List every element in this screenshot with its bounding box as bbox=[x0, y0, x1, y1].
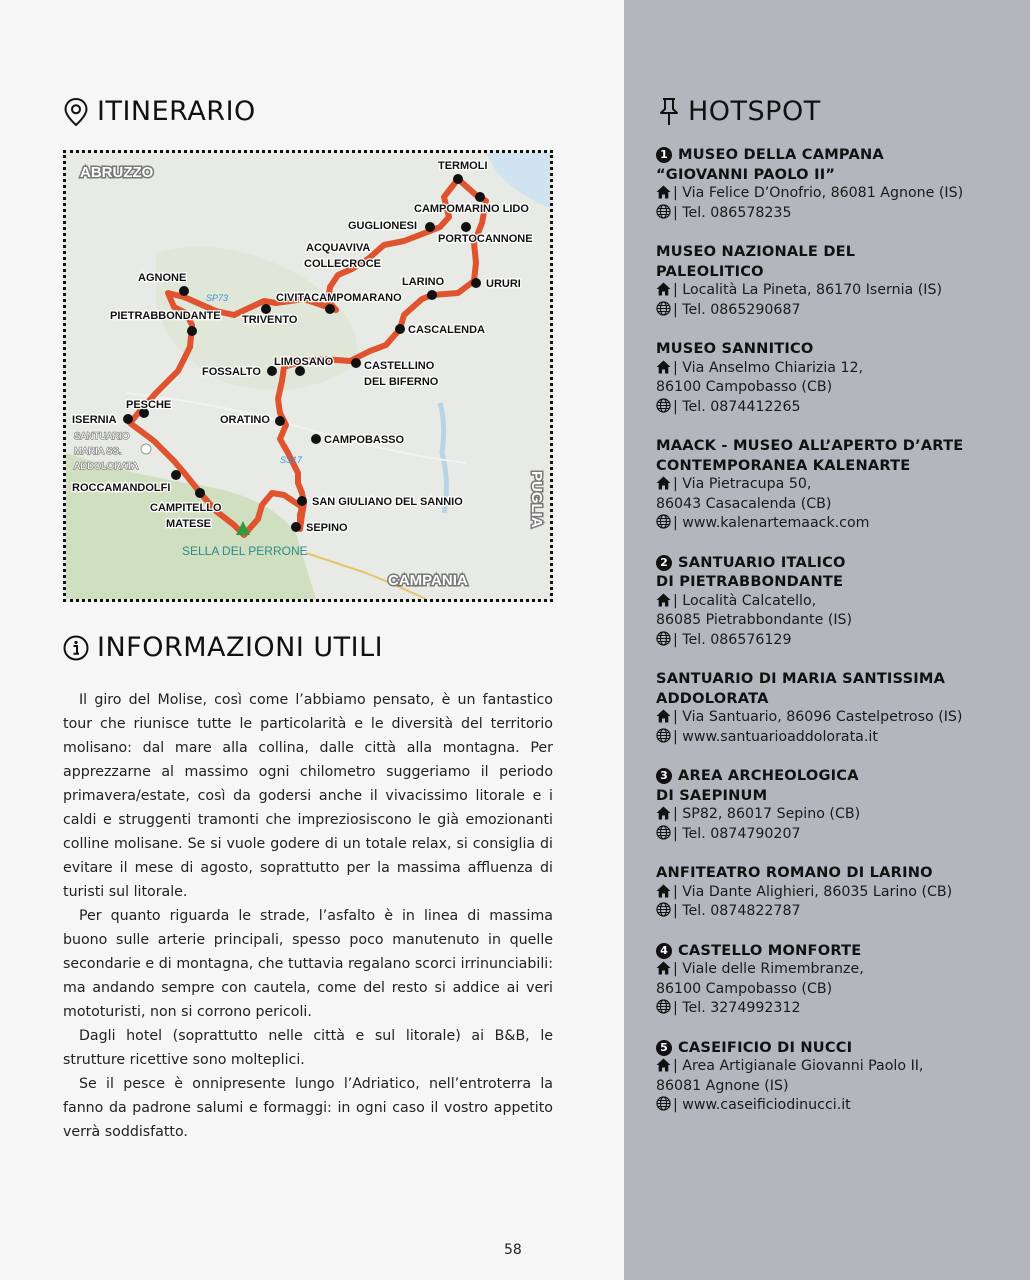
hotspot-item bbox=[656, 553, 968, 651]
hotspot-item bbox=[656, 1038, 968, 1116]
hotspot-item bbox=[656, 339, 968, 417]
santuario-marker bbox=[141, 444, 151, 454]
label-sella-del-perrone: SELLA DEL PERRONE bbox=[182, 544, 308, 558]
page-number: 58 bbox=[504, 1242, 522, 1258]
address-text: | Via Dante Alighieri, 86035 Larino (CB) bbox=[673, 883, 953, 900]
stop-termoli bbox=[453, 174, 463, 184]
label-collecroce: COLLECROCE bbox=[304, 258, 381, 270]
label-del-biferno: DEL BIFERNO bbox=[364, 376, 439, 388]
hotspot-name bbox=[656, 689, 968, 709]
hotspot-contact bbox=[656, 398, 968, 418]
globe-icon bbox=[656, 302, 673, 318]
hotspot-name-text: SANTUARIO DI MARIA SANTISSIMA bbox=[656, 670, 946, 687]
globe-icon bbox=[656, 1097, 673, 1113]
address-text: 86081 Agnone (IS) bbox=[656, 1077, 789, 1094]
stop-campomarino-lido bbox=[475, 192, 485, 202]
contact-text: | Tel. 086576129 bbox=[673, 631, 792, 648]
hotspot-address bbox=[656, 495, 968, 515]
address-text: 86043 Casacalenda (CB) bbox=[656, 495, 832, 512]
hotspot-contact bbox=[656, 999, 968, 1019]
label-fossalto: FOSSALTO bbox=[202, 366, 261, 378]
paragraph: Per quanto riguarda le strade, l’asfalto è in linea di massima buono sulle arterie principali, spesso poco manutenuto in quelle secondarie e di montagna, che tuttavia regalano scorci irrinunciabili: ma andando sempre con cautela, come del resto si addice ai veri mototuristi, non si corrono pericoli. bbox=[63, 908, 553, 1020]
label-san-giuliano: SAN GIULIANO DEL SANNIO bbox=[312, 496, 463, 508]
label-maria-ss: MARIA SS. bbox=[74, 446, 122, 457]
route-map bbox=[63, 150, 553, 602]
hotspot-item bbox=[656, 863, 968, 922]
address-text: 86085 Pietrabbondante (IS) bbox=[656, 612, 853, 628]
hotspot-name-text: MUSEO DELLA CAMPANA bbox=[678, 146, 884, 163]
globe-icon bbox=[656, 632, 673, 648]
home-icon bbox=[656, 884, 673, 900]
hotspot-item bbox=[656, 145, 968, 223]
hotspot-name-text: AREA ARCHEOLOGICA bbox=[678, 767, 859, 784]
number-badge: 4 bbox=[656, 943, 672, 959]
label-campomarino-lido: CAMPOMARINO LIDO bbox=[414, 203, 529, 215]
stop-ururi bbox=[471, 278, 481, 288]
hotspot-address bbox=[656, 611, 968, 631]
address-text: 86100 Campobasso (CB) bbox=[656, 379, 833, 395]
address-text: | Via Anselmo Chiarizia 12, bbox=[673, 359, 864, 376]
contact-text: | Tel. 0874790207 bbox=[673, 825, 801, 842]
hotspot-item bbox=[656, 941, 968, 1019]
globe-icon bbox=[656, 903, 673, 919]
hotspot-name bbox=[656, 863, 968, 883]
stop-campitello-matese bbox=[195, 488, 205, 498]
address-text: | Via Santuario, 86096 Castelpetroso (IS) bbox=[673, 709, 963, 725]
hotspot-contact bbox=[656, 902, 968, 922]
label-civitacampomarano: CIVITACAMPOMARANO bbox=[276, 292, 402, 304]
hotspot-name-text: DI PIETRABBONDANTE bbox=[656, 573, 844, 590]
hotspot-name bbox=[656, 242, 968, 281]
hotspot-address bbox=[656, 1057, 968, 1077]
info-icon bbox=[63, 635, 89, 661]
stop-roccamandolfi bbox=[171, 470, 181, 480]
label-campitello: CAMPITELLO bbox=[150, 502, 222, 514]
informazioni-heading bbox=[63, 632, 383, 663]
hotspot-name-text: ANFITEATRO ROMANO DI LARINO bbox=[656, 864, 933, 881]
contact-text: | Tel. 0874822787 bbox=[673, 903, 801, 919]
hotspot-address bbox=[656, 592, 968, 612]
globe-icon bbox=[656, 826, 673, 842]
hotspot-address bbox=[656, 805, 968, 825]
globe-icon bbox=[656, 399, 673, 415]
hotspot-address bbox=[656, 359, 968, 379]
stop-pietrabbondante bbox=[187, 326, 197, 336]
hotspot-name-text: CASTELLO MONFORTE bbox=[678, 941, 862, 959]
region-puglia: PUGLIA bbox=[528, 471, 545, 528]
hotspot-name bbox=[656, 669, 968, 689]
hotspot-contact bbox=[656, 514, 968, 534]
hotspot-contact bbox=[656, 631, 968, 651]
stop-sepino bbox=[291, 522, 301, 532]
stop-san-giuliano bbox=[297, 496, 307, 506]
address-text: | Viale delle Rimembranze, bbox=[673, 961, 864, 977]
label-sepino: SEPINO bbox=[306, 522, 348, 534]
home-icon bbox=[656, 593, 673, 609]
address-text: | Località Calcatello, bbox=[673, 592, 817, 609]
hotspot-address bbox=[656, 980, 968, 1000]
home-icon bbox=[656, 282, 673, 298]
hotspot-name-text: ADDOLORATA bbox=[656, 689, 769, 707]
region-campania: CAMPANIA bbox=[388, 572, 468, 589]
hotspot-name-text: MAACK - MUSEO ALL’APERTO D’ARTE bbox=[656, 437, 964, 454]
hotspot-name bbox=[656, 572, 968, 592]
label-ururi: URURI bbox=[486, 278, 521, 290]
hotspot-item bbox=[656, 766, 968, 844]
label-portocannone: PORTOCANNONE bbox=[438, 233, 533, 245]
road-label-ss17: SS17 bbox=[280, 455, 303, 465]
hotspot-name bbox=[656, 165, 968, 185]
hotspot-address bbox=[656, 475, 968, 495]
map-canvas bbox=[66, 153, 550, 599]
contact-text: | www.caseificiodinucci.it bbox=[673, 1097, 851, 1113]
hotspot-address bbox=[656, 378, 968, 398]
label-matese: MATESE bbox=[166, 518, 212, 530]
globe-icon bbox=[656, 729, 673, 745]
number-badge: 2 bbox=[656, 555, 672, 571]
hotspot-address bbox=[656, 184, 968, 204]
stop-guglionesi bbox=[425, 222, 435, 232]
home-icon bbox=[656, 360, 673, 376]
number-badge: 1 bbox=[656, 147, 672, 163]
home-icon bbox=[656, 709, 673, 725]
hotspot-name bbox=[656, 786, 968, 806]
hotspot-address bbox=[656, 1077, 968, 1097]
home-icon bbox=[656, 185, 673, 201]
hotspot-title: HOTSPOT bbox=[688, 96, 821, 127]
stop-isernia bbox=[123, 414, 133, 424]
address-text: | SP82, 86017 Sepino (CB) bbox=[673, 806, 861, 822]
stop-cascalenda bbox=[395, 324, 405, 334]
hotspot-contact bbox=[656, 825, 968, 845]
itinerario-title: ITINERARIO bbox=[97, 96, 256, 127]
stop-larino bbox=[427, 290, 437, 300]
hotspot-address bbox=[656, 960, 968, 980]
label-agnone: AGNONE bbox=[138, 272, 187, 284]
stop-oratino bbox=[275, 416, 285, 426]
hotspot-name bbox=[656, 941, 968, 961]
label-santuario: SANTUARIO bbox=[74, 431, 130, 442]
contact-text: | Tel. 3274992312 bbox=[673, 1000, 801, 1016]
label-guglionesi: GUGLIONESI bbox=[348, 220, 418, 232]
stop-campobasso bbox=[311, 434, 321, 444]
home-icon bbox=[656, 1058, 673, 1074]
number-badge: 3 bbox=[656, 768, 672, 784]
hotspot-name-text: MUSEO SANNITICO bbox=[656, 340, 814, 357]
label-trivento: TRIVENTO bbox=[242, 314, 298, 326]
paragraph: Dagli hotel (soprattutto nelle città e sul litorale) ai B&B, le strutture ricettive sono molteplici. bbox=[63, 1028, 553, 1068]
label-cascalenda: CASCALENDA bbox=[408, 324, 485, 336]
hotspot-address bbox=[656, 708, 968, 728]
hotspot-name-text: SANTUARIO ITALICO bbox=[678, 553, 846, 571]
label-isernia: ISERNIA bbox=[72, 414, 117, 426]
home-icon bbox=[656, 961, 673, 977]
stop-civitacampomarano bbox=[325, 304, 335, 314]
label-castellino: CASTELLINO bbox=[364, 360, 435, 372]
hotspot-contact bbox=[656, 728, 968, 748]
hotspot-address bbox=[656, 281, 968, 301]
itinerario-heading bbox=[63, 96, 256, 127]
location-pin-icon bbox=[63, 97, 89, 127]
globe-icon bbox=[656, 1000, 673, 1016]
hotspot-name bbox=[656, 456, 968, 476]
informazioni-body bbox=[63, 688, 553, 1144]
contact-text: | Tel. 0874412265 bbox=[673, 398, 801, 415]
globe-icon bbox=[656, 515, 673, 531]
label-larino: LARINO bbox=[402, 276, 445, 288]
contact-text: | Tel. 086578235 bbox=[673, 204, 792, 221]
address-text: 86100 Campobasso (CB) bbox=[656, 980, 833, 997]
address-text: | Località La Pineta, 86170 Isernia (IS) bbox=[673, 282, 942, 298]
number-badge: 5 bbox=[656, 1040, 672, 1056]
contact-text: | Tel. 0865290687 bbox=[673, 301, 801, 318]
label-termoli: TERMOLI bbox=[438, 160, 488, 172]
hotspot-name bbox=[656, 766, 968, 786]
globe-icon bbox=[656, 205, 673, 221]
pushpin-icon bbox=[658, 97, 680, 127]
hotspot-name bbox=[656, 145, 968, 165]
hotspot-list bbox=[656, 145, 968, 1135]
label-pesche: PESCHE bbox=[126, 399, 172, 411]
hotspot-contact bbox=[656, 204, 968, 224]
home-icon bbox=[656, 476, 673, 492]
hotspot-name-text: MUSEO NAZIONALE DEL PALEOLITICO bbox=[656, 243, 856, 280]
hotspot-contact bbox=[656, 1096, 968, 1116]
hotspot-item bbox=[656, 669, 968, 747]
stop-agnone bbox=[179, 286, 189, 296]
hotspot-name-text: “GIOVANNI PAOLO II” bbox=[656, 165, 836, 183]
label-oratino: ORATINO bbox=[220, 414, 270, 426]
address-text: | Area Artigianale Giovanni Paolo II, bbox=[673, 1058, 924, 1074]
label-roccamandolfi: ROCCAMANDOLFI bbox=[72, 482, 171, 494]
hotspot-name-text: CONTEMPORANEA KALENARTE bbox=[656, 456, 911, 474]
address-text: | Via Felice D’Onofrio, 86081 Agnone (IS) bbox=[673, 185, 964, 201]
label-limosano: LIMOSANO bbox=[274, 356, 334, 368]
road-label-sp73: SP73 bbox=[206, 293, 229, 303]
hotspot-name bbox=[656, 436, 968, 456]
contact-text: | www.kalenartemaack.com bbox=[673, 515, 870, 531]
hotspot-heading bbox=[658, 96, 821, 127]
stop-castellino bbox=[351, 358, 361, 368]
hotspot-item bbox=[656, 436, 968, 534]
hotspot-name bbox=[656, 339, 968, 359]
label-pietrabbondante: PIETRABBONDANTE bbox=[110, 310, 221, 322]
hotspot-contact bbox=[656, 301, 968, 321]
hotspot-name bbox=[656, 553, 968, 573]
region-abruzzo: ABRUZZO bbox=[80, 164, 154, 181]
hotspot-address bbox=[656, 883, 968, 903]
contact-text: | www.santuarioaddolorata.it bbox=[673, 728, 878, 745]
label-addolorata: ADDOLORATA bbox=[74, 461, 139, 472]
label-campobasso: CAMPOBASSO bbox=[324, 434, 405, 446]
address-text: | Via Pietracupa 50, bbox=[673, 476, 812, 492]
hotspot-name bbox=[656, 1038, 968, 1058]
stop-trivento bbox=[261, 304, 271, 314]
hotspot-name-text: CASEIFICIO DI NUCCI bbox=[678, 1038, 853, 1056]
home-icon bbox=[656, 806, 673, 822]
label-acquaviva: ACQUAVIVA bbox=[306, 242, 371, 254]
hotspot-item bbox=[656, 242, 968, 320]
hotspot-name-text: DI SAEPINUM bbox=[656, 786, 768, 804]
stop-portocannone bbox=[461, 222, 471, 232]
paragraph: Se il pesce è onnipresente lungo l’Adriatico, nell’entroterra la fanno da padrone salumi e formaggi: in ogni caso il vostro appetito verrà soddisfatto. bbox=[63, 1076, 553, 1140]
informazioni-title: INFORMAZIONI UTILI bbox=[97, 632, 384, 663]
paragraph: Il giro del Molise, così come l’abbiamo pensato, è un fantastico tour che riunisce tutte le particolarità e le diversità del territorio molisano: dal mare alla collina, dalle città alla montagna. Per apprezzarne al massimo ogni chilometro suggeriamo il periodo primavera/estate, così da godersi anche il vivacissimo litorale e i caldi e struggenti tramonti che impreziosiscono le già emozionanti colline molisane. Se si vuole godere di un totale relax, si consiglia di evitare il mese di agosto, soprattutto per la massima affluenza di turisti sul litorale. bbox=[63, 692, 553, 900]
